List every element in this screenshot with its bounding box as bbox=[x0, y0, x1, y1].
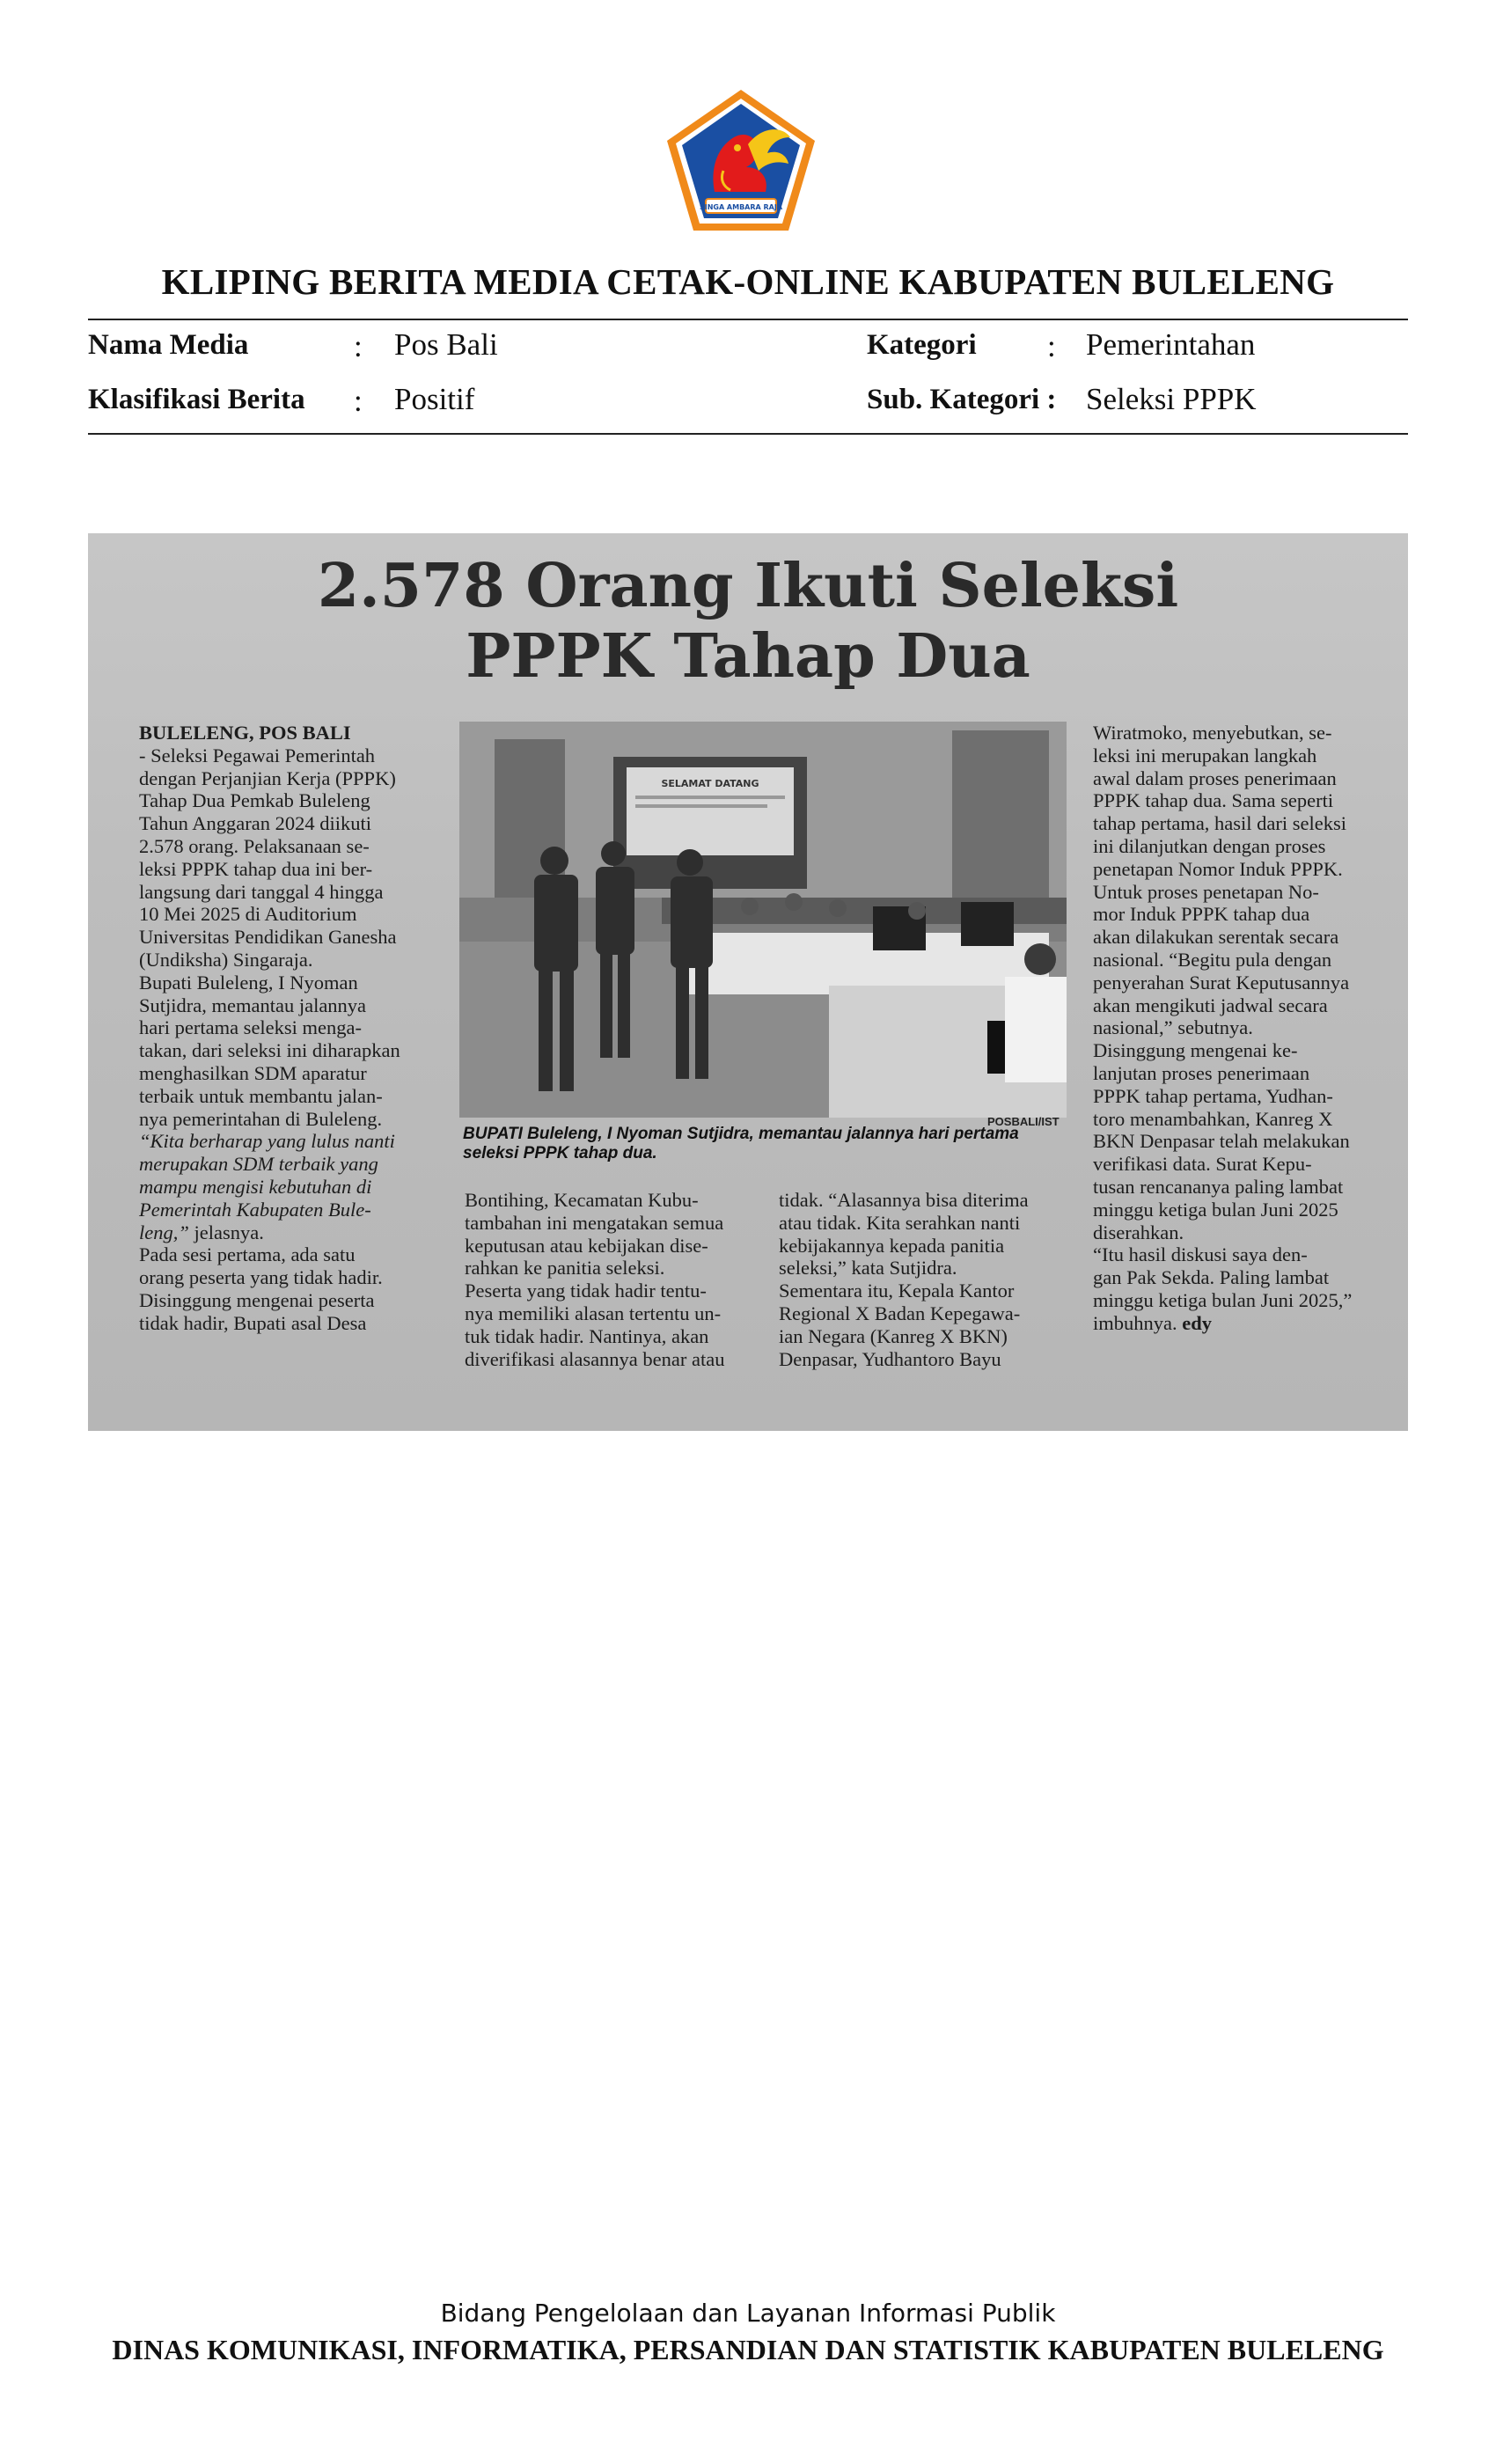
kategori-value: Pemerintahan bbox=[1086, 327, 1256, 362]
footer-agency: DINAS KOMUNIKASI, INFORMATIKA, PERSANDIAN DAN STATISTIK KABUPATEN BULELENG bbox=[112, 2334, 1384, 2365]
article-column-2: Bontihing, Kecamatan Kubu- tambahan ini mengatakan semua keputusan atau kebijakan dise- rahkan ke panitia seleksi. Peserta yang tidak hadir tentu- nya memiliki alasan tertentu un- tuk tidak hadir. Nantinya, akan diverifikasi alasannya benar atau bbox=[465, 1189, 725, 1370]
article-col1-part-b: Pada sesi pertama, ada satu orang peserta yang tidak hadir. Disinggung mengenai peserta tidak hadir, Bupati asal Desa bbox=[139, 1243, 383, 1334]
article-dateline: BULELENG, POS BALI bbox=[139, 722, 351, 744]
nama-media-value: Pos Bali bbox=[394, 327, 498, 362]
article-column-4 bbox=[1093, 722, 1383, 1335]
klasifikasi-label: Klasifikasi Berita bbox=[88, 384, 305, 415]
sub-kategori-label: Sub. Kategori : bbox=[867, 384, 1057, 415]
article-col4-top: Wiratmoko, menyebutkan, se- leksi ini merupakan langkah awal dalam proses penerimaan PPPK tahap dua. Sama seperti tahap pertama, hasil dari seleksi ini dilanjutkan dengan proses penetapan Nomor Induk PPPK. Untuk proses penetapan No- mor Induk PPPK tahap dua akan dilakukan serentak secara nasional. “Begitu pula dengan penyerahan Surat Keputusannya akan mengikuti jadwal secara nasional,” sebutnya. bbox=[1093, 722, 1350, 1039]
report-title: KLIPING BERITA MEDIA CETAK-ONLINE KABUPATEN BULELENG bbox=[161, 261, 1335, 302]
photo-credit: POSBALI/IST bbox=[987, 1115, 1060, 1128]
footer-division: Bidang Pengelolaan dan Layanan Informasi Publik bbox=[440, 2299, 1056, 2328]
kategori-colon: : bbox=[1047, 329, 1056, 363]
article-headline-line1: 2.578 Orang Ikuti Seleksi bbox=[317, 551, 1179, 621]
newspaper-clipping bbox=[88, 533, 1408, 1431]
header-bottom-rule bbox=[88, 433, 1408, 435]
photo-caption: BUPATI Buleleng, I Nyoman Sutjidra, memantau jalannya hari pertama seleksi PPPK tahap dua. bbox=[463, 1125, 1019, 1162]
nama-media-colon: : bbox=[354, 329, 363, 363]
header-top-rule bbox=[88, 319, 1408, 320]
sub-kategori-value: Seleksi PPPK bbox=[1086, 382, 1257, 416]
nama-media-label: Nama Media bbox=[88, 329, 249, 361]
buleleng-regency-logo bbox=[662, 86, 820, 236]
article-column-3: tidak. “Alasannya bisa diterima atau tidak. Kita serahkan nanti kebijakannya kepada panitia seleksi,” kata Sutjidra. Sementara itu, Kepala Kantor Regional X Badan Kepegawa- ian Negara (Kanreg X BKN) Denpasar, Yudhantoro Bayu bbox=[779, 1189, 1029, 1370]
klasifikasi-value: Positif bbox=[394, 382, 475, 416]
article-col1-part-a: - Seleksi Pegawai Pemerintah dengan Perjanjian Kerja (PPPK) Tahap Dua Pemkab Buleleng Tahun Anggaran 2024 diikuti 2.578 orang. Pelaksanaan se- leksi PPPK tahap dua ini ber- langsung dari tanggal 4 hingga 10 Mei 2025 di Auditorium Universitas Pendidikan Ganesha (Undiksha) Singaraja. Bupati Buleleng, I Nyoman Sutjidra, memantau jalannya hari pertama seleksi menga- takan, dari seleksi ini diharapkan menghasilkan SDM aparatur terbaik untuk membantu jalan- nya pemerintahan di Buleleng. bbox=[139, 744, 400, 1130]
article-headline-line2: PPPK Tahap Dua bbox=[466, 621, 1030, 692]
article-col1-quote-tail: jelasnya. bbox=[188, 1221, 264, 1243]
photo-banner-text: SELAMAT DATANG bbox=[661, 778, 759, 789]
article-photo bbox=[459, 722, 1067, 1118]
article-column-1 bbox=[139, 722, 443, 1335]
klasifikasi-colon: : bbox=[354, 384, 363, 418]
article-col4-bottom: Disinggung mengenai ke- lanjutan proses penerimaan PPPK tahap pertama, Yudhan- toro menambahkan, Kanreg X BKN Denpasar telah melakukan verifikasi data. Surat Kepu- tusan rencananya paling lambat minggu ketiga bulan Juni 2025 diserahkan. “Itu hasil diskusi saya den- gan Pak Sekda. Paling lambat minggu ketiga bulan Juni 2025,” imbuhnya. bbox=[1093, 1039, 1353, 1334]
svg-text:SINGA AMBARA RAJA: SINGA AMBARA RAJA bbox=[699, 203, 783, 211]
kategori-label: Kategori bbox=[867, 329, 977, 361]
article-signature: edy bbox=[1182, 1311, 1212, 1334]
article-col1-quote: “Kita berharap yang lulus nanti merupakan SDM terbaik yang mampu mengisi kebutuhan di Pemerintah Kabupaten Bule- leng,” bbox=[139, 1130, 395, 1243]
